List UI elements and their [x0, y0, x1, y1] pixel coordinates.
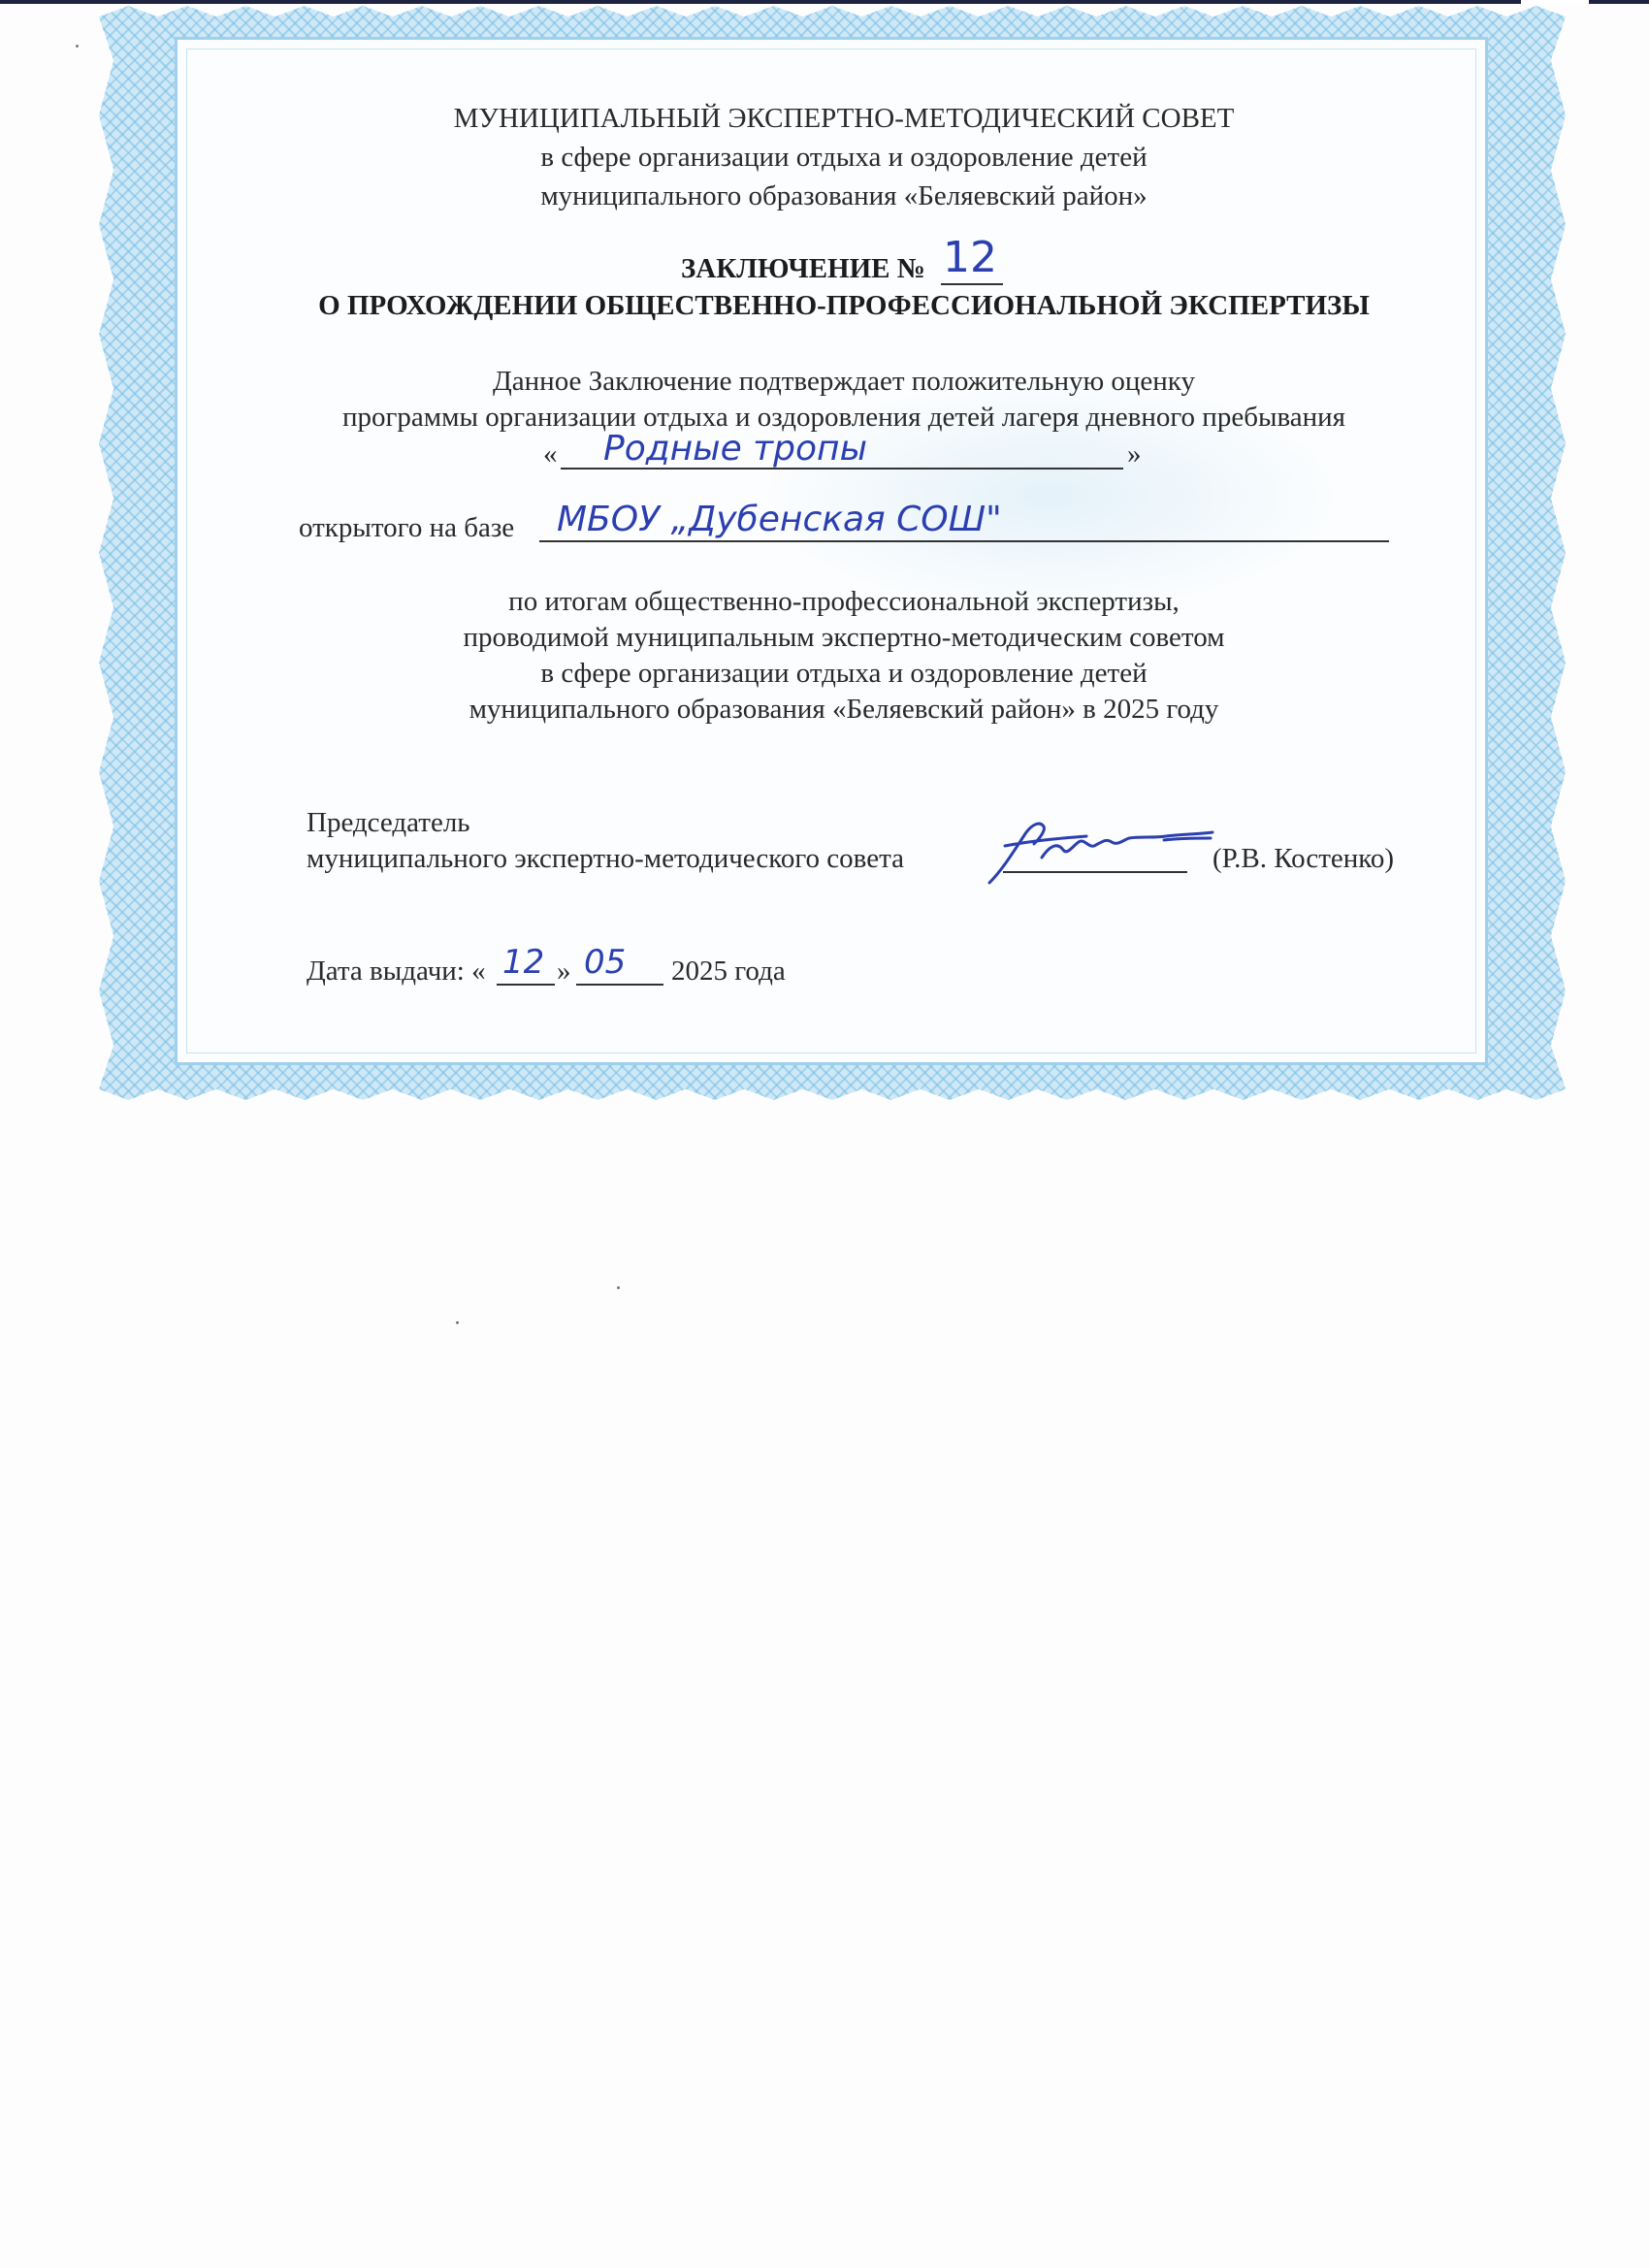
result-line-1: по итогам общественно-профессиональной экспертизы, [508, 586, 1180, 617]
program-description: программы организации отдыха и оздоровления детей лагеря дневного пребывания [341, 402, 1346, 433]
scan-top-edge [0, 0, 1649, 4]
issue-day: 12 [502, 943, 545, 982]
conclusion-subtitle: О ПРОХОЖДЕНИИ ОБЩЕСТВЕННО-ПРОФЕССИОНАЛЬНОЙ ЭКСПЕРТИЗЫ [318, 290, 1370, 321]
program-name: Родные тропы [603, 429, 867, 469]
issue-year: 2025 года [671, 956, 786, 987]
scan-speck [76, 45, 79, 48]
quote-open: « [543, 438, 558, 470]
council-name: МУНИЦИПАЛЬНЫЙ ЭКСПЕРТНО-МЕТОДИЧЕСКИЙ СОВЕТ [453, 103, 1235, 134]
approval-statement: Данное Заключение подтверждает положительную оценку [493, 366, 1195, 397]
result-line-4: муниципального образования «Беляевский район» в 2025 году [469, 694, 1219, 725]
result-line-2: проводимой муниципальным экспертно-методическим советом [463, 622, 1225, 653]
council-municipality: муниципального образования «Беляевский район» [540, 180, 1148, 211]
quote-close: » [1127, 438, 1142, 470]
result-line-3: в сфере организации отдыха и оздоровление детей [540, 658, 1148, 689]
scan-speck [456, 1321, 459, 1324]
issue-month: 05 [584, 943, 627, 982]
day-underline [497, 984, 555, 986]
issue-date-label: Дата выдачи: « [307, 956, 486, 987]
conclusion-number: 12 [943, 233, 997, 282]
chairman-title: Председатель [307, 807, 470, 838]
base-label: открытого на базе [299, 512, 515, 543]
base-name: МБОУ „Дубенская СОШ" [557, 500, 1002, 539]
handwritten-signature [982, 817, 1244, 887]
chairman-role: муниципального экспертно-методического совета [307, 843, 904, 874]
chairman-name: (Р.В. Костенко) [1212, 843, 1395, 874]
scan-speck [617, 1286, 620, 1289]
number-underline [941, 283, 1003, 285]
scan-top-edge-gap [1521, 0, 1589, 4]
base-name-underline [539, 540, 1389, 542]
date-separator: » [557, 956, 571, 987]
month-underline [576, 984, 663, 986]
council-scope: в сфере организации отдыха и оздоровление детей [540, 142, 1148, 173]
conclusion-label: ЗАКЛЮЧЕНИЕ № [681, 253, 925, 284]
